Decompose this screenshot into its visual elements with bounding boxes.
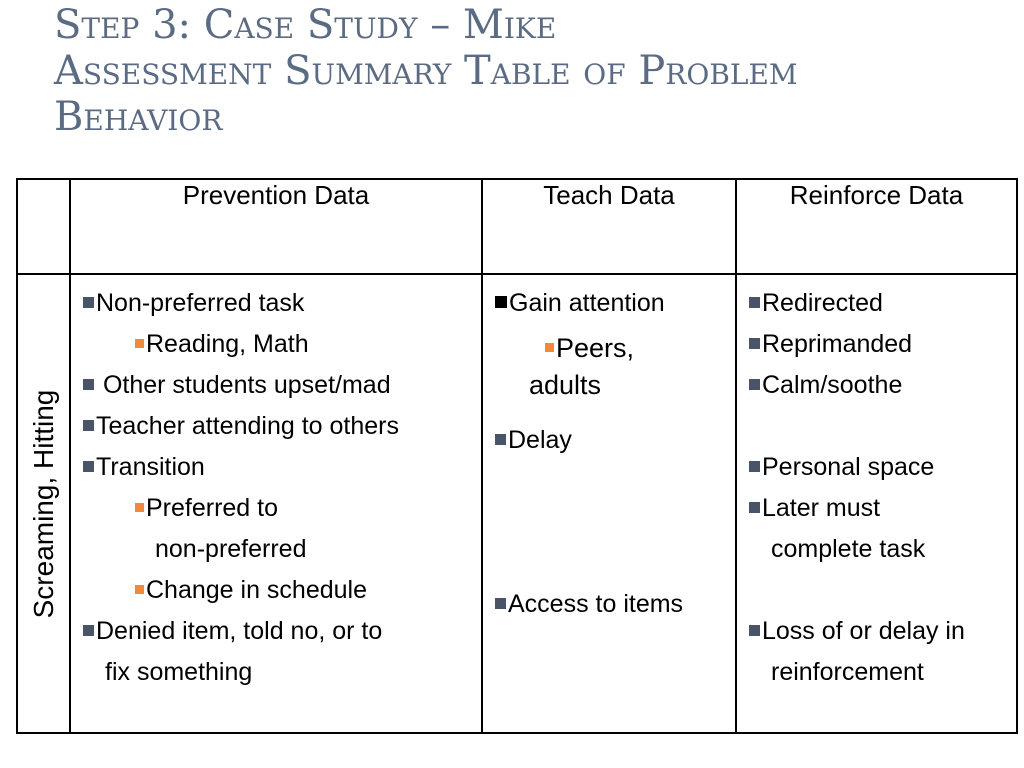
square-bullet-icon	[495, 296, 507, 308]
list-item: Loss of or delay in	[749, 611, 1016, 652]
slide-title	[54, 2, 1014, 140]
reinforce-cell	[736, 274, 1017, 733]
list-item: Teacher attending to others	[83, 406, 481, 447]
square-bullet-icon	[83, 297, 94, 308]
list-item-continuation: adults	[529, 370, 602, 400]
title-line-1: Step 3: Case Study – Mike	[54, 2, 557, 48]
header-prevention: Prevention Data	[70, 179, 482, 274]
list-item: Denied item, told no, or to	[83, 611, 481, 652]
header-reinforce: Reinforce Data	[736, 179, 1017, 274]
header-row	[17, 179, 1017, 274]
spacer	[749, 406, 1016, 447]
list-item-continuation: complete task	[771, 535, 926, 563]
list-item: Non-preferred task	[83, 283, 481, 324]
list-item: Peers, adults	[495, 324, 735, 404]
spacer	[495, 461, 735, 584]
square-bullet-icon	[135, 503, 144, 512]
row-label: Screaming, Hitting	[27, 389, 59, 618]
list-item: Reading, Math	[83, 324, 481, 365]
square-bullet-icon	[749, 625, 760, 636]
square-bullet-icon	[135, 339, 144, 348]
list-item: Transition	[83, 447, 481, 488]
square-bullet-icon	[83, 461, 94, 472]
list-item: Preferred to	[83, 488, 481, 529]
list-item: Later must	[749, 488, 1016, 529]
square-bullet-icon	[749, 502, 760, 513]
assessment-summary-table	[16, 178, 1018, 734]
list-item: Redirected	[749, 283, 1016, 324]
title-line-3: Behavior	[54, 94, 223, 140]
square-bullet-icon	[495, 598, 506, 609]
square-bullet-icon	[545, 343, 554, 352]
list-item: Change in schedule	[83, 570, 481, 611]
spacer	[749, 570, 1016, 611]
list-item: Personal space	[749, 447, 1016, 488]
square-bullet-icon	[749, 338, 760, 349]
list-item: Other students upset/mad	[83, 365, 481, 406]
spacer	[495, 404, 735, 420]
list-item: Gain attention	[495, 283, 735, 324]
square-bullet-icon	[83, 420, 94, 431]
row-label-cell	[17, 274, 70, 733]
square-bullet-icon	[749, 461, 760, 472]
list-item: Calm/soothe	[749, 365, 1016, 406]
list-item: Reprimanded	[749, 324, 1016, 365]
list-item: Delay	[495, 420, 735, 461]
header-teach: Teach Data	[482, 179, 736, 274]
list-item-continuation: reinforcement	[771, 658, 924, 686]
square-bullet-icon	[749, 379, 760, 390]
list-item-continuation: non-preferred	[155, 535, 307, 563]
square-bullet-icon	[83, 625, 94, 636]
list-item-continuation: fix something	[105, 658, 253, 686]
prevention-cell	[70, 274, 482, 733]
square-bullet-icon	[495, 434, 506, 445]
teach-cell	[482, 274, 736, 733]
square-bullet-icon	[749, 297, 760, 308]
behavior-row	[17, 274, 1017, 733]
square-bullet-icon	[135, 585, 144, 594]
title-line-2: Assessment Summary Table of Problem	[54, 48, 798, 94]
corner-cell	[17, 179, 70, 274]
list-item: Access to items	[495, 584, 735, 625]
square-bullet-icon	[83, 379, 94, 390]
